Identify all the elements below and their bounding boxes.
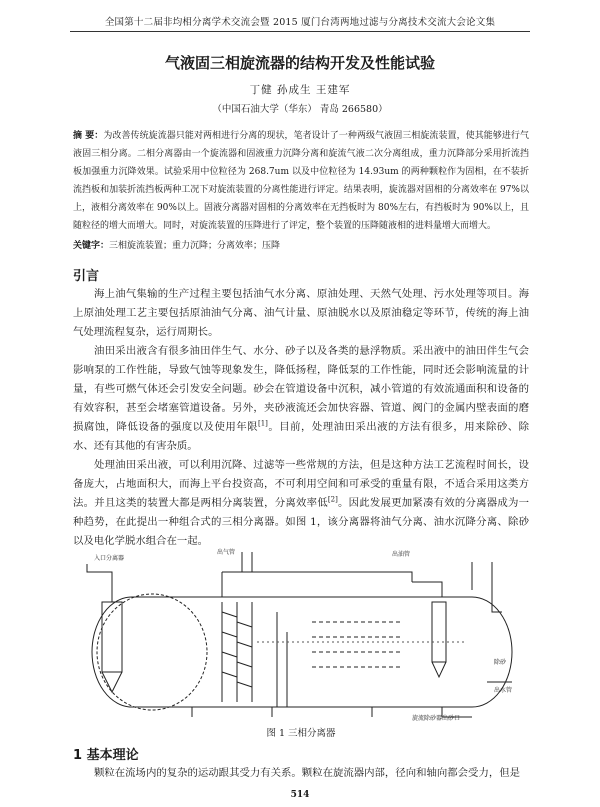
inlet-pipe bbox=[87, 564, 112, 602]
label-water: 出水管 bbox=[494, 687, 513, 694]
figure-1-three-phase-separator bbox=[72, 542, 532, 722]
abstract-label: 摘 要： bbox=[73, 131, 104, 141]
running-head: 全国第十二届非均相分离学术交流会暨 2015 厦门台湾两地过滤与分离技术交流大会论文集 bbox=[104, 17, 496, 28]
separator-diagram bbox=[72, 542, 532, 722]
right-cyclone-cone bbox=[432, 662, 446, 677]
intro-heading: 引言 bbox=[73, 269, 100, 284]
author-list: 丁健 孙成生 王建军 bbox=[249, 84, 351, 96]
abstract bbox=[73, 127, 529, 235]
paragraph-3-text-a: 处理油田采出液，可以利用沉降、过滤等一些常规的方法，但是这种方法工艺流程时间长，设备庞大，占地面积大，而海上平台投资高，不可利用空间和可承受的重量有限，不适合采用这类方法。并且这类的装置大都是两相分离装置，分离效率低 bbox=[73, 459, 529, 509]
label-gas-outlet: 出气管 bbox=[217, 549, 236, 556]
vessel-shell bbox=[92, 597, 512, 707]
electrode-grid bbox=[312, 622, 402, 667]
affiliation: （中国石油大学（华东） 青岛 266580） bbox=[212, 104, 388, 115]
abstract-text: 为改善传统旋流器只能对两相进行分离的现状，笔者设计了一种两级气液固三相旋流装置，使其能够进行气液固三相分离。二相分离器由一个旋流器和固液重力沉降分离和旋流气液二次分离组成，重力沉降部分采用折流挡板加强重力沉降效果。试验采用中位粒径为 268.7um 以及中位粒径为 14.93um 的两种颗粒作为固相，在不装折流挡板和加装折流挡板两种工况下对旋流装置的分离性能进行评定。结果表明，旋流器对固相的分离效率在 97%以上，液相分离效率在 90%以上。固液分离器对固相的分离效率在无挡板时为 80%左右，有挡板时为 90%以上，且随粒径的增大而增大。同时，对旋流装置的压降进行了评定，整个装置的压降随液相的进料量增大而增大。 bbox=[73, 131, 529, 231]
intro-paragraph-3 bbox=[73, 456, 529, 551]
label-sand-outlet: 旋流除砂器出砂口 bbox=[412, 715, 461, 722]
weir-partition bbox=[277, 612, 287, 707]
gas-outlet-pipe bbox=[222, 572, 442, 597]
oil-outlet-pipe bbox=[472, 562, 502, 612]
intro-paragraph-2 bbox=[73, 342, 529, 456]
vessel-head-outline bbox=[97, 594, 207, 710]
paragraph-2-text-a: 油田采出液含有很多油田伴生气、水分、砂子以及各类的悬浮物质。采出液中的油田伴生气会影响泵的工作性能，导致气蚀等现象发生，降低扬程，降低泵的工作性能，同时还会影响流量的计量，有些可燃气体还会引发安全问题。砂会在管道设备中沉积，减小管道的有效流通面积和设备的有效容积，甚至会堵塞管道设备。另外，夹砂液流还会加快容器、管道、阀门的金属内壁表面的磨损腐蚀，降低设备的强度以及使用年限 bbox=[73, 345, 529, 433]
keywords-label: 关键字： bbox=[73, 241, 110, 251]
keywords bbox=[73, 238, 529, 251]
label-oil-outlet: 出油管 bbox=[392, 551, 411, 558]
paper-title: 气液固三相旋流器的结构开发及性能试验 bbox=[164, 54, 435, 72]
page-number: 514 bbox=[290, 790, 310, 800]
label-sand: 除砂 bbox=[494, 659, 507, 666]
keywords-text: 三相旋流装置；重力沉降；分离效率；压降 bbox=[109, 241, 281, 251]
sand-outlet-nozzles bbox=[192, 707, 442, 717]
paragraph-3-text-b: 。因此发展更加紧凑有效的分离器成为一种趋势，在此提出一种组合式的三相分离器。如图 1，该分离器将油气分离、油水沉降分离、除砂以及电化学脱水组合在一起。 bbox=[73, 497, 530, 547]
section-1-paragraph: 颗粒在流场内的复杂的运动跟其受力有关系。颗粒在旋流器内部，径向和轴向都会受力，但是 bbox=[94, 767, 521, 779]
label-inlet: 入口分离器 bbox=[94, 555, 125, 562]
intro-paragraph-1: 海上油气集输的生产过程主要包括油气水分离、原油处理、天然气处理、污水处理等项目。海上原油处理工艺主要包括原油油气分离、油气计量、原油脱水以及原油稳定等环节，传统的海上油气处理流程复杂，运行周期长。 bbox=[73, 288, 529, 338]
right-cyclone bbox=[432, 602, 446, 662]
paragraph-2-text-b: 。目前，处理油田采出液的方法有很多，用来除砂、除水、还有其他的有害杂质。 bbox=[73, 421, 530, 452]
figure-caption: 图 1 三相分离器 bbox=[266, 728, 336, 739]
header-rule bbox=[70, 31, 530, 32]
citation-2: [2] bbox=[327, 495, 338, 504]
gas-riser bbox=[242, 552, 252, 572]
citation-1: [1] bbox=[257, 419, 268, 428]
section-1-heading: 1 基本理论 bbox=[73, 748, 139, 763]
